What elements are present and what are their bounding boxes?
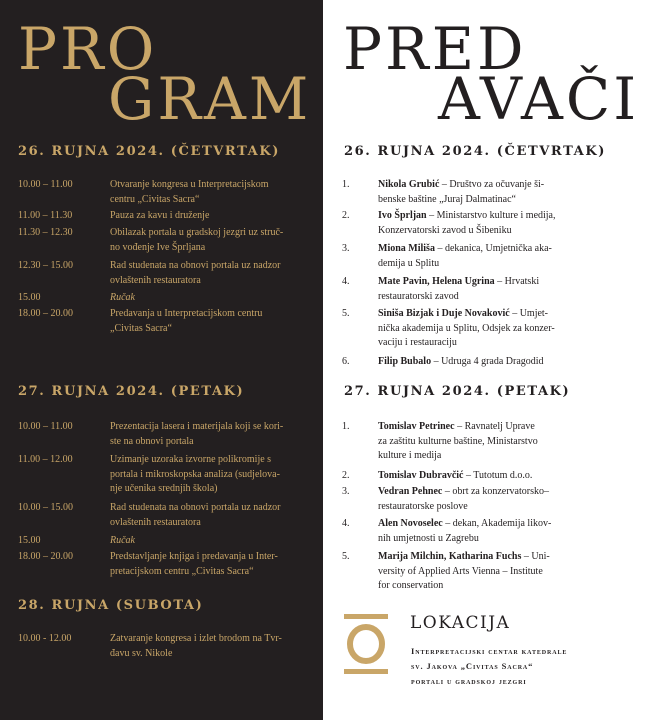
desc-line: „Civitas Sacra“ bbox=[110, 322, 172, 334]
speaker-text bbox=[378, 209, 613, 238]
speaker-number: 6. bbox=[342, 356, 350, 367]
program-item-time: 18.00 – 20.00 bbox=[18, 551, 73, 562]
program-item-time: 10.00 – 11.00 bbox=[18, 421, 73, 432]
speaker-affiliation: Konzervatorski zavod u Šibeniku bbox=[378, 224, 512, 236]
desc-line: portala i mikroskopska analiza (sudjelova- bbox=[110, 468, 280, 480]
speaker-affiliation: – Društvo za očuvanje ši- bbox=[439, 179, 545, 190]
speaker-affiliation: vaciju i restauraciju bbox=[378, 337, 457, 348]
speaker-name: Alen Novoselec bbox=[378, 518, 443, 529]
speaker-affiliation: – Udruga 4 grada Dragodid bbox=[431, 356, 544, 367]
location-line: portali u gradskoj jezgri bbox=[411, 676, 527, 686]
program-item-desc bbox=[110, 259, 320, 288]
speaker-name: Ivo Šprljan bbox=[378, 210, 427, 221]
program-item-time: 15.00 bbox=[18, 535, 41, 546]
desc-line: Pauza za kavu i druženje bbox=[110, 210, 210, 221]
desc-line: Ručak bbox=[110, 292, 135, 303]
speaker-affiliation: – Ravnatelj Uprave bbox=[454, 421, 535, 432]
program-item-time: 11.30 – 12.30 bbox=[18, 227, 73, 238]
speaker-affiliation: – dekan, Akademija likov- bbox=[442, 518, 552, 529]
speaker-text bbox=[378, 550, 613, 594]
program-day-heading: 26. RUJNA 2024. (ČETVRTAK) bbox=[18, 144, 281, 159]
desc-line: ovlaštenih restauratora bbox=[110, 516, 201, 528]
location-title: LOKACIJA bbox=[410, 613, 511, 633]
speaker-number: 4. bbox=[342, 276, 350, 287]
speaker-affiliation: versity of Applied Arts Vienna – Institute bbox=[378, 565, 543, 577]
desc-line: Uzimanje uzoraka izvorne polikromije s bbox=[110, 454, 272, 465]
location-line: Interpretacijski centar katedrale bbox=[411, 646, 568, 656]
speaker-affiliation: benske baštine „Juraj Dalmatinac“ bbox=[378, 193, 516, 205]
speaker-affiliation: restauratorske poslove bbox=[378, 500, 468, 512]
speaker-name: Miona Miliša bbox=[378, 243, 435, 254]
desc-line: ovlaštenih restauratora bbox=[110, 274, 201, 286]
speaker-text bbox=[378, 517, 613, 546]
desc-line: Predstavljanje knjiga i predavanja u Inter- bbox=[110, 551, 278, 562]
speaker-affiliation: – Umjet- bbox=[509, 308, 549, 319]
speaker-text bbox=[378, 242, 613, 271]
program-item-desc bbox=[110, 550, 320, 579]
speaker-affiliation: restauratorski zavod bbox=[378, 290, 459, 302]
speaker-name: Nikola Grubić bbox=[378, 179, 440, 190]
program-title-line2: GRAM bbox=[108, 65, 312, 133]
program-day-heading: 27. RUJNA 2024. (PETAK) bbox=[18, 384, 245, 399]
desc-line: đavu sv. Nikole bbox=[110, 647, 173, 659]
desc-line: Obilazak portala u gradskoj jezgri uz struč- bbox=[110, 227, 284, 238]
speaker-number: 5. bbox=[342, 308, 350, 319]
desc-line: no vođenje Ive Šprljana bbox=[110, 241, 206, 253]
desc-line: centru „Civitas Sacra“ bbox=[110, 193, 200, 205]
location-line: sv. Jakova „Civitas Sacra“ bbox=[411, 661, 534, 671]
program-item-desc bbox=[110, 291, 320, 306]
speaker-affiliation: – obrt za konzervatorsko– bbox=[442, 486, 549, 497]
speaker-name: Vedran Pehnec bbox=[378, 486, 443, 497]
speaker-affiliation: – Ministarstvo kulture i medija, bbox=[426, 210, 556, 221]
desc-line: pretacijskom centru „Civitas Sacra“ bbox=[110, 565, 254, 577]
program-item-time: 10.00 – 11.00 bbox=[18, 179, 73, 190]
program-item-desc bbox=[110, 209, 320, 224]
speaker-number: 1. bbox=[342, 179, 350, 190]
speaker-affiliation: – Tutotum d.o.o. bbox=[463, 470, 533, 481]
speaker-number: 4. bbox=[342, 518, 350, 529]
speaker-name: Marija Milchin, Katharina Fuchs bbox=[378, 551, 522, 562]
speaker-number: 1. bbox=[342, 421, 350, 432]
program-item-desc bbox=[110, 453, 320, 497]
speaker-affiliation: kulture i medija bbox=[378, 450, 442, 461]
program-title-line1: PRO bbox=[18, 15, 158, 83]
speaker-text bbox=[378, 355, 613, 370]
program-day-heading: 28. RUJNA (SUBOTA) bbox=[18, 598, 204, 613]
program-item-time: 10.00 – 15.00 bbox=[18, 502, 73, 513]
desc-line: nje učenika srednjih škola) bbox=[110, 483, 218, 494]
speaker-affiliation: – Uni- bbox=[521, 551, 550, 562]
program-item-time: 15.00 bbox=[18, 292, 41, 303]
desc-line: Otvaranje kongresa u Interpretacijskom bbox=[110, 179, 269, 190]
speakers-title-line1: PRED bbox=[343, 15, 527, 83]
program-item-desc bbox=[110, 307, 320, 336]
speaker-name: Tomislav Petrinec bbox=[378, 421, 455, 432]
speaker-text bbox=[378, 469, 613, 484]
program-item-desc bbox=[110, 501, 320, 530]
speaker-number: 2. bbox=[342, 210, 350, 221]
program-item-time: 11.00 – 12.00 bbox=[18, 454, 73, 465]
program-item-time: 11.00 – 11.30 bbox=[18, 210, 73, 221]
desc-line: Prezentacija lasera i materijala koji se kori- bbox=[110, 421, 284, 432]
speaker-name: Mate Pavin, Helena Ugrina bbox=[378, 276, 495, 287]
speaker-affiliation: za zaštitu kulturne baštine, Ministarstvo bbox=[378, 435, 538, 447]
speaker-number: 3. bbox=[342, 243, 350, 254]
speaker-number: 5. bbox=[342, 551, 350, 562]
speakers-day-heading: 26. RUJNA 2024. (ČETVRTAK) bbox=[344, 144, 607, 159]
speaker-number: 2. bbox=[342, 470, 350, 481]
speakers-day-heading: 27. RUJNA 2024. (PETAK) bbox=[344, 384, 571, 399]
speaker-text bbox=[378, 485, 613, 514]
speakers-title-line2: AVAČI bbox=[438, 65, 640, 133]
speaker-affiliation: for conservation bbox=[378, 580, 444, 591]
program-item-desc bbox=[110, 178, 320, 207]
program-panel bbox=[0, 0, 323, 720]
program-item-desc bbox=[110, 534, 320, 549]
speaker-name: Filip Bubalo bbox=[378, 356, 432, 367]
speaker-number: 3. bbox=[342, 486, 350, 497]
program-item-time: 12.30 – 15.00 bbox=[18, 260, 73, 271]
desc-line: Rad studenata na obnovi portala uz nadzor bbox=[110, 502, 281, 513]
program-item-time: 18.00 – 20.00 bbox=[18, 308, 73, 319]
speaker-text bbox=[378, 178, 613, 207]
speaker-name: Siniša Bizjak i Duje Novaković bbox=[378, 308, 510, 319]
speaker-name: Tomislav Dubravčić bbox=[378, 470, 464, 481]
location-emblem-icon bbox=[344, 614, 388, 674]
speaker-text bbox=[378, 275, 613, 304]
desc-line: Zatvaranje kongresa i izlet brodom na Tvr- bbox=[110, 633, 282, 644]
speaker-affiliation: nička akademija u Splitu, Odsjek za konzer- bbox=[378, 322, 555, 334]
program-item-desc bbox=[110, 632, 320, 661]
desc-line: ste na obnovi portala bbox=[110, 435, 194, 447]
program-item-desc bbox=[110, 226, 320, 255]
speaker-affiliation: demija u Splitu bbox=[378, 257, 440, 269]
program-item-desc bbox=[110, 420, 320, 449]
desc-line: Rad studenata na obnovi portala uz nadzor bbox=[110, 260, 281, 271]
speaker-text bbox=[378, 420, 613, 464]
program-item-time: 10.00 - 12.00 bbox=[18, 633, 72, 644]
speaker-affiliation: – dekanica, Umjetnička aka- bbox=[434, 243, 552, 254]
speaker-affiliation: – Hrvatski bbox=[494, 276, 540, 287]
desc-line: Predavanja u Interpretacijskom centru bbox=[110, 308, 263, 319]
desc-line: Ručak bbox=[110, 535, 135, 546]
speaker-text bbox=[378, 307, 613, 351]
speaker-affiliation: nih umjetnosti u Zagrebu bbox=[378, 532, 479, 544]
